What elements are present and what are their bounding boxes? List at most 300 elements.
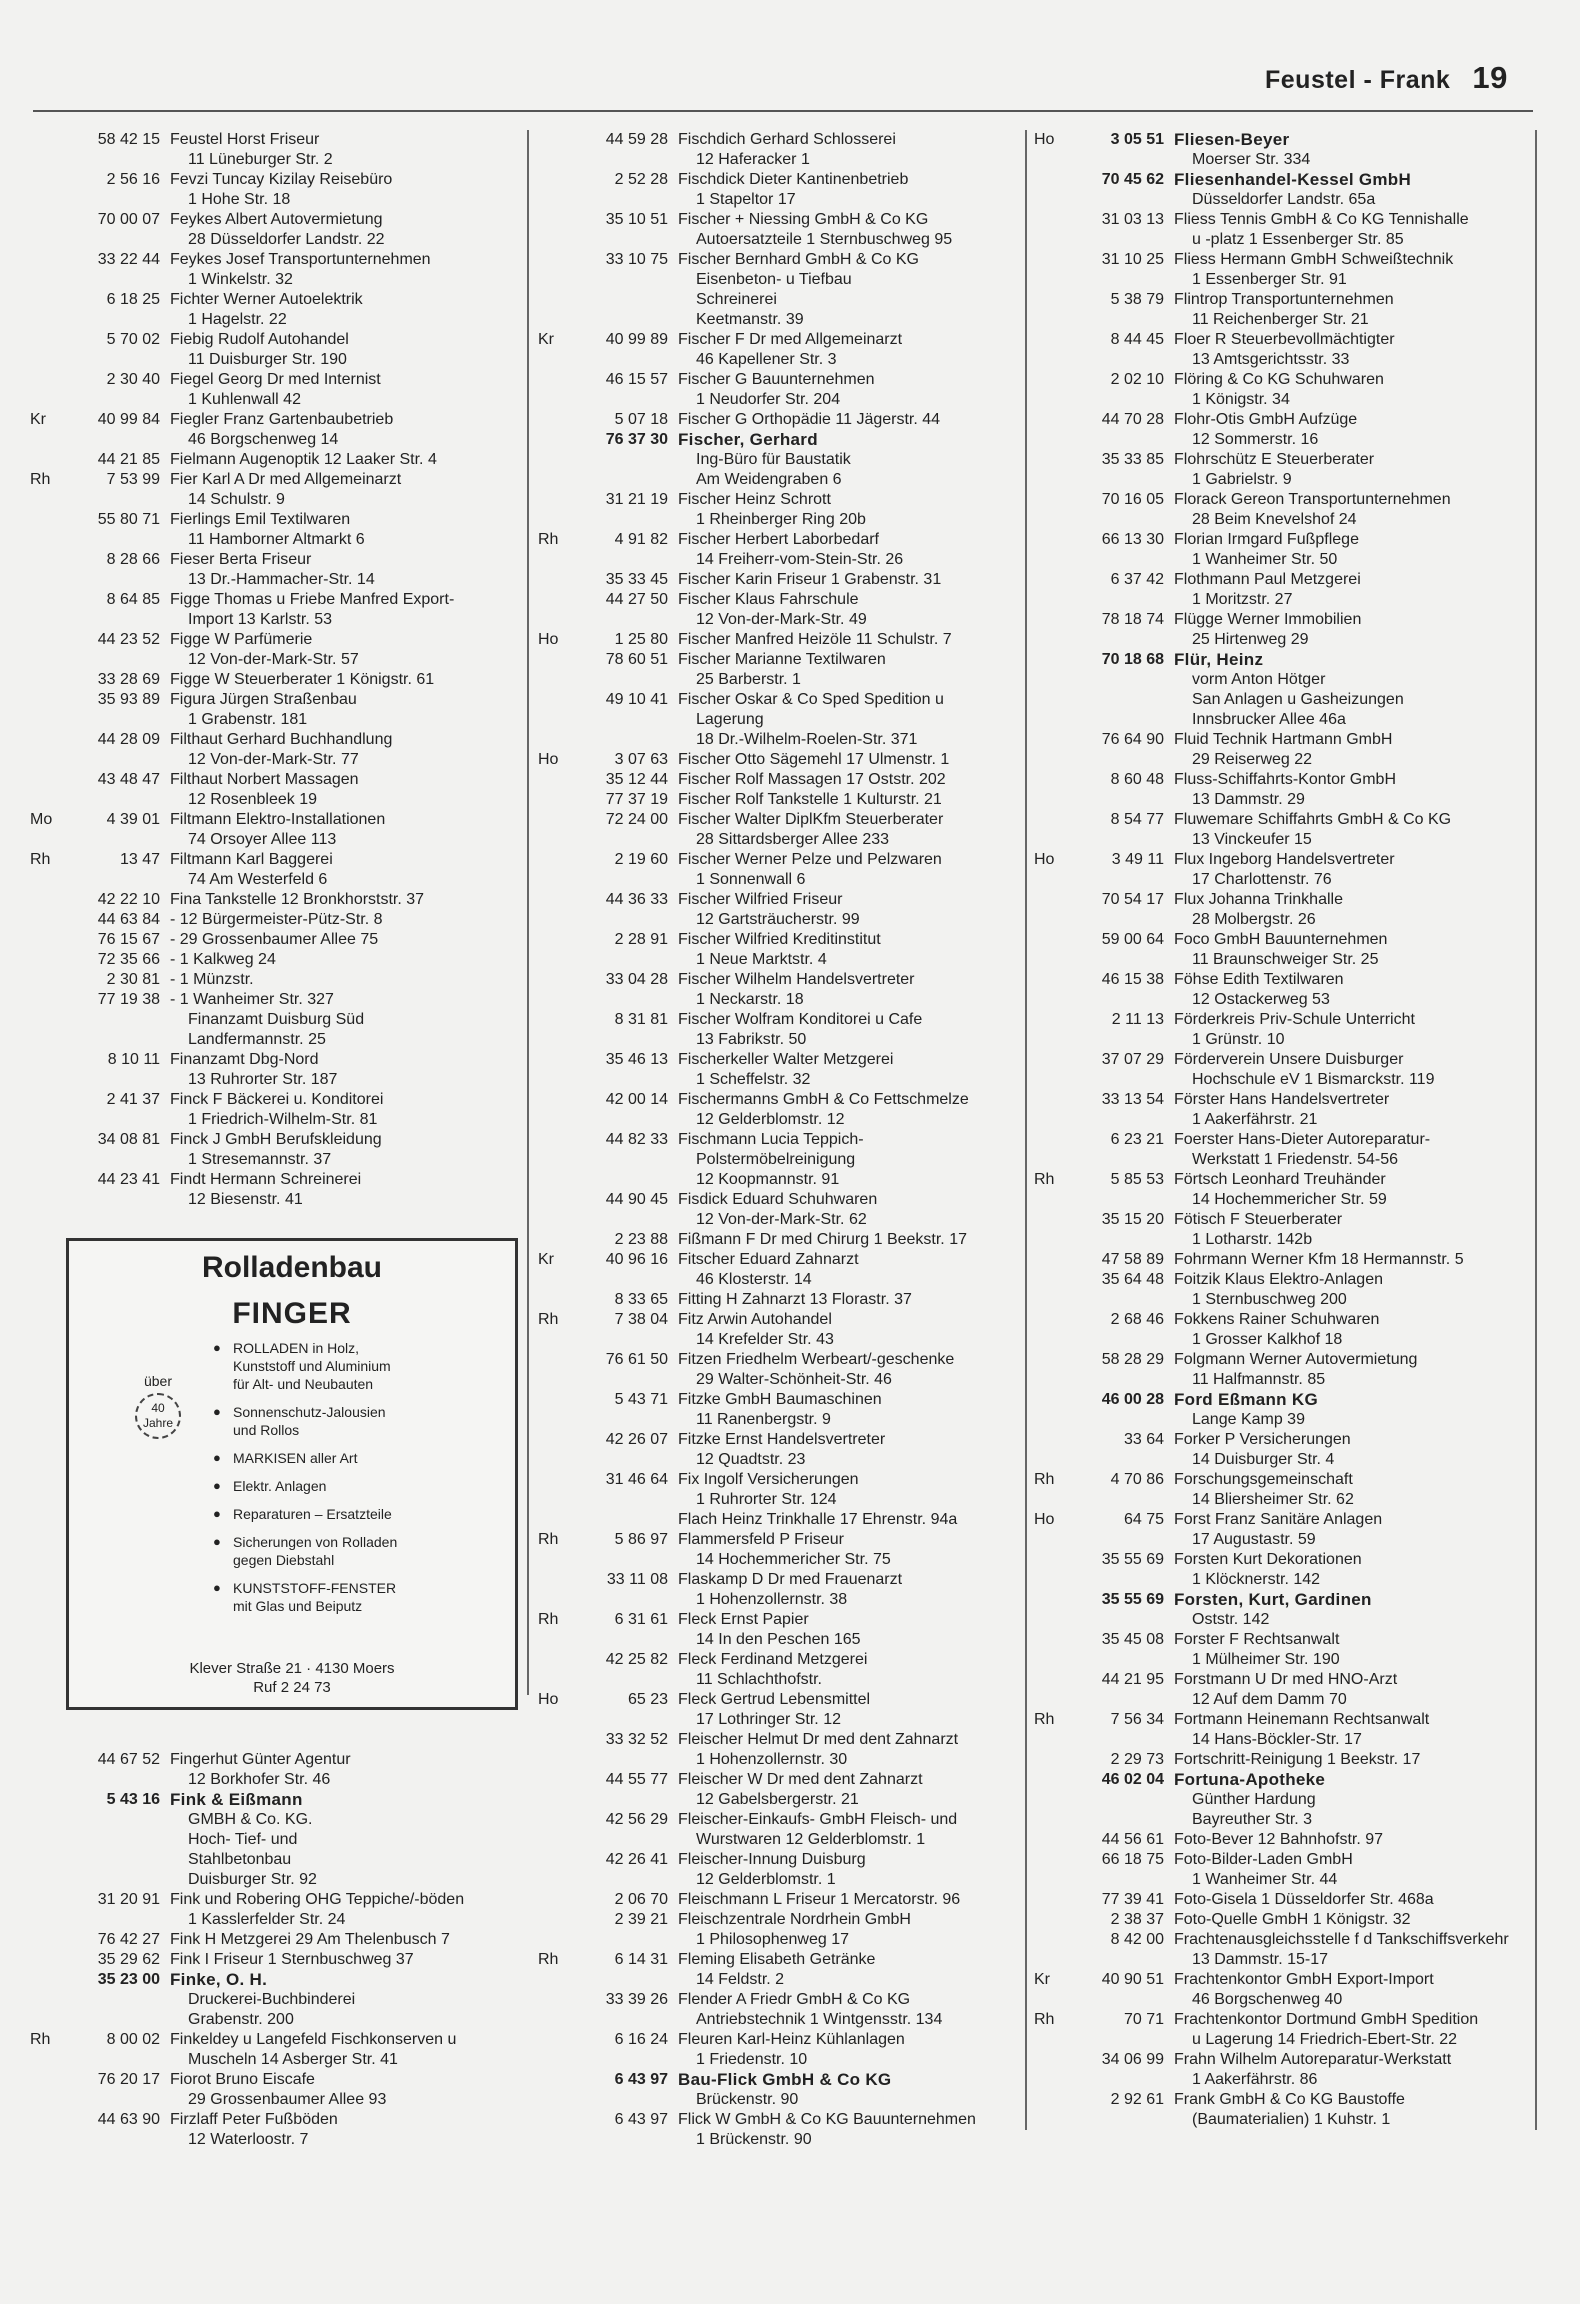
entry-phone: 44 63 84 (97, 911, 160, 928)
entry-name: Fix Ingolf Versicherungen (678, 1471, 859, 1488)
entry-district (538, 1230, 568, 1250)
entry-name: Fleck Ernst Papier (678, 1611, 809, 1628)
entry-phone: 5 70 02 (106, 331, 160, 348)
entry-detail: 17 Lothringer Str. 12 (696, 1711, 841, 1728)
entry-district (30, 370, 60, 410)
entry-detail: 1 Königstr. 34 (1192, 391, 1290, 408)
entry-detail: 13 Fabrikstr. 50 (696, 1031, 807, 1048)
entry-detail: Werkstatt 1 Friedenstr. 54-56 (1192, 1151, 1399, 1168)
entry-name: Flux Ingeborg Handelsvertreter (1174, 851, 1395, 868)
entry-phone: 2 29 73 (1110, 1751, 1164, 1768)
directory-entry (1034, 1510, 1504, 1550)
entry-detail: GMBH & Co. KG. (188, 1811, 313, 1828)
entry-district (30, 970, 60, 990)
directory-entry (538, 1230, 1008, 1250)
entry-phone: 42 26 07 (605, 1431, 668, 1448)
entry-name: Filtmann Elektro-Installationen (170, 811, 386, 828)
entry-phone: 35 29 62 (97, 1951, 160, 1968)
entry-phone: 5 43 16 (106, 1791, 160, 1808)
directory-entry (30, 930, 500, 950)
entry-phone: 3 49 11 (1111, 851, 1164, 868)
entry-name: Forsten Kurt Dekorationen (1174, 1551, 1362, 1568)
entry-district (538, 1470, 568, 1510)
entry-text (1174, 970, 1504, 1010)
entry-phone: 44 36 33 (605, 891, 668, 908)
entry-detail: 46 Klosterstr. 14 (696, 1271, 812, 1288)
entry-text (1174, 1890, 1504, 1910)
entry-name: Fluss-Schiffahrts-Kontor GmbH (1174, 771, 1396, 788)
entry-phone: 70 54 17 (1101, 891, 1164, 908)
directory-entry (30, 590, 500, 630)
directory-entry (30, 510, 500, 550)
entry-name: Fortuna-Apotheke (1174, 1770, 1326, 1789)
entry-text (170, 930, 500, 950)
entry-name: Fleischer W Dr med dent Zahnarzt (678, 1771, 923, 1788)
entry-detail: 13 Dammstr. 15-17 (1192, 1951, 1329, 1968)
entry-name: Fötisch F Steuerberater (1174, 1211, 1343, 1228)
entry-name: Fier Karl A Dr med Allgemeinarzt (170, 471, 402, 488)
entry-district: Rh (538, 1311, 559, 1328)
entry-text (1174, 1910, 1504, 1930)
entry-name: Firzlaff Peter Fußböden (170, 2111, 338, 2128)
entry-text (170, 670, 500, 690)
entry-phone: 59 00 64 (1101, 931, 1164, 948)
entry-phone: 5 86 97 (614, 1531, 668, 1548)
entry-phone: 2 23 88 (614, 1231, 668, 1248)
directory-entry (30, 970, 500, 990)
directory-entry (538, 1310, 1008, 1350)
directory-entry (538, 170, 1008, 210)
entry-detail: 11 Hamborner Altmarkt 6 (188, 531, 365, 548)
entry-text (170, 2030, 500, 2070)
directory-entry (1034, 1630, 1504, 1670)
entry-text (1174, 130, 1504, 170)
entry-text (1174, 1470, 1504, 1510)
directory-entry (1034, 1910, 1504, 1930)
entry-name: Fischer Bernhard GmbH & Co KG (678, 251, 919, 268)
entry-detail: 28 Sittardsberger Allee 233 (696, 831, 890, 848)
entry-text (678, 330, 1008, 370)
entry-phone: 2 92 61 (1110, 2091, 1164, 2108)
directory-entry (30, 2110, 500, 2150)
entry-name: Fischer Werner Pelze und Pelzwaren (678, 851, 942, 868)
entry-detail: Günther Hardung (1192, 1791, 1316, 1808)
entry-phone: 44 67 52 (97, 1751, 160, 1768)
entry-text (678, 1730, 1008, 1770)
entry-text (170, 690, 500, 730)
entry-phone: 44 56 61 (1101, 1831, 1164, 1848)
entry-name: Fiegel Georg Dr med Internist (170, 371, 381, 388)
entry-district (30, 910, 60, 930)
directory-entry (1034, 2050, 1504, 2090)
entry-district (1034, 1750, 1064, 1770)
entry-name: Fischerkeller Walter Metzgerei (678, 1051, 894, 1068)
entry-detail: Innsbrucker Allee 46a (1192, 711, 1346, 728)
entry-text (1174, 570, 1504, 610)
entry-text (678, 1050, 1008, 1090)
entry-detail: Antriebstechnik 1 Wintgensstr. 134 (696, 2011, 943, 2028)
entry-phone: 42 22 10 (97, 891, 160, 908)
entry-detail: 12 Borkhofer Str. 46 (188, 1771, 331, 1788)
entry-detail: Moerser Str. 334 (1192, 151, 1311, 168)
entry-name: Forsten, Kurt, Gardinen (1174, 1590, 1372, 1609)
entry-district: Kr (30, 411, 46, 428)
entry-name: Finanzamt Dbg-Nord (170, 1051, 319, 1068)
entry-district (30, 250, 60, 290)
entry-district (1034, 410, 1064, 450)
entry-district (1034, 1010, 1064, 1050)
entry-detail: Muscheln 14 Asberger Str. 41 (188, 2051, 398, 2068)
entry-district (30, 550, 60, 590)
entry-text (170, 890, 500, 910)
entry-detail: 12 Von-der-Mark-Str. 49 (696, 611, 867, 628)
entry-detail: Schreinerei (696, 291, 777, 308)
directory-entry (538, 630, 1008, 650)
entry-district (538, 810, 568, 850)
entry-text (170, 1170, 500, 1210)
column-divider-2 (1025, 130, 1027, 2130)
entry-detail: 13 Amtsgerichtsstr. 33 (1192, 351, 1350, 368)
entry-district (1034, 1250, 1064, 1270)
directory-entry (30, 2070, 500, 2110)
directory-entry (1034, 1210, 1504, 1250)
entry-detail: 1 Klöcknerstr. 142 (1192, 1571, 1321, 1588)
entry-name: - 29 Grossenbaumer Allee 75 (170, 931, 379, 948)
entry-detail: San Anlagen u Gasheizungen (1192, 691, 1404, 708)
entry-detail: 29 Reiserweg 22 (1192, 751, 1313, 768)
directory-column-1 (30, 130, 500, 1210)
entry-district (1034, 1850, 1064, 1890)
entry-district (538, 1130, 568, 1190)
directory-entry (30, 170, 500, 210)
entry-text (678, 1650, 1008, 1690)
entry-text (170, 910, 500, 930)
entry-phone: 47 58 89 (1101, 1251, 1164, 1268)
directory-entry (538, 1990, 1008, 2030)
directory-column-1-lower (30, 1750, 500, 2150)
directory-entry (1034, 1250, 1504, 1270)
entry-detail: Stahlbetonbau (188, 1851, 292, 1868)
entry-text (1174, 810, 1504, 850)
entry-name: Foto-Bever 12 Bahnhofstr. 97 (1174, 1831, 1384, 1848)
entry-phone: 2 39 21 (614, 1911, 668, 1928)
directory-entry (1034, 1350, 1504, 1390)
entry-detail: 12 Gabelsbergerstr. 21 (696, 1791, 859, 1808)
entry-name: Fischer G Orthopädie 11 Jägerstr. 44 (678, 411, 941, 428)
entry-detail: 1 Essenberger Str. 91 (1192, 271, 1347, 288)
entry-name: Fischer Rolf Tankstelle 1 Kulturstr. 21 (678, 791, 942, 808)
directory-entry (1034, 1590, 1504, 1630)
directory-entry (538, 1350, 1008, 1390)
entry-text (170, 410, 500, 450)
entry-phone: 2 11 13 (1111, 1011, 1164, 1028)
entry-text (678, 2030, 1008, 2070)
directory-entry (30, 450, 500, 470)
entry-text (678, 970, 1008, 1010)
directory-entry (538, 2070, 1008, 2110)
entry-district (1034, 650, 1064, 730)
entry-district (538, 1770, 568, 1810)
entry-name: Findt Hermann Schreinerei (170, 1171, 362, 1188)
directory-entry (30, 330, 500, 370)
entry-district (30, 170, 60, 210)
directory-entry (1034, 530, 1504, 570)
entry-phone: 37 07 29 (1101, 1051, 1164, 1068)
entry-text (1174, 650, 1504, 730)
directory-entry (538, 590, 1008, 630)
entry-name: Fliesenhandel-Kessel GmbH (1174, 170, 1412, 189)
entry-phone: 46 00 28 (1101, 1391, 1164, 1408)
entry-detail: 14 Feldstr. 2 (696, 1971, 785, 1988)
entry-name: Florack Gereon Transportunternehmen (1174, 491, 1451, 508)
entry-detail: 12 Von-der-Mark-Str. 57 (188, 651, 359, 668)
directory-entry (30, 690, 500, 730)
ad-item: ● Elektr. Anlagen (213, 1477, 397, 1495)
entry-text (170, 1970, 500, 2030)
entry-phone: 2 56 16 (106, 171, 160, 188)
entry-detail: 1 Hohenzollernstr. 30 (696, 1751, 848, 1768)
entry-phone: 33 64 (1123, 1431, 1164, 1448)
entry-phone: 65 23 (627, 1691, 668, 1708)
directory-entry (1034, 930, 1504, 970)
entry-text (1174, 770, 1504, 810)
entry-name: Fichter Werner Autoelektrik (170, 291, 363, 308)
entry-name: Feykes Albert Autovermietung (170, 211, 383, 228)
entry-district (30, 930, 60, 950)
directory-entry (1034, 1050, 1504, 1090)
entry-detail: Polstermöbelreinigung (696, 1151, 856, 1168)
entry-name: Fischer + Niessing GmbH & Co KG (678, 211, 929, 228)
entry-name: Fischer Herbert Laborbedarf (678, 531, 879, 548)
entry-text (678, 1610, 1008, 1650)
entry-detail: 29 Grossenbaumer Allee 93 (188, 2091, 387, 2108)
ad-item: ● MARKISEN aller Art (213, 1449, 397, 1467)
entry-phone: 13 47 (119, 851, 160, 868)
entry-phone: 76 61 50 (605, 1351, 668, 1368)
directory-entry (1034, 1550, 1504, 1590)
entry-name: Fink H Metzgerei 29 Am Thelenbusch 7 (170, 1931, 450, 1948)
entry-phone: 40 99 84 (97, 411, 160, 428)
entry-name: Fieser Berta Friseur (170, 551, 312, 568)
entry-detail: 12 Koopmannstr. 91 (696, 1171, 840, 1188)
entry-detail: 1 Wanheimer Str. 50 (1192, 551, 1338, 568)
ad-item: ● KUNSTSTOFF-FENSTER mit Glas und Beiputz (213, 1579, 397, 1615)
entry-phone: 46 15 38 (1101, 971, 1164, 988)
entry-name: - 1 Münzstr. (170, 971, 254, 988)
entry-district (1034, 810, 1064, 850)
entry-phone: 5 43 71 (614, 1391, 668, 1408)
entry-detail: Grabenstr. 200 (188, 2011, 294, 2028)
entry-detail: 46 Borgschenweg 40 (1192, 1991, 1343, 2008)
entry-name: Foto-Quelle GmbH 1 Königstr. 32 (1174, 1911, 1411, 1928)
entry-detail: 11 Schlachthofstr. (696, 1671, 822, 1688)
entry-district (538, 430, 568, 490)
entry-district (1034, 1350, 1064, 1390)
entry-name: Fischer Heinz Schrott (678, 491, 831, 508)
entry-name: Foco GmbH Bauunternehmen (1174, 931, 1388, 948)
entry-detail: 1 Neckarstr. 18 (696, 991, 804, 1008)
entry-text (678, 570, 1008, 590)
entry-name: - 12 Bürgermeister-Pütz-Str. 8 (170, 911, 383, 928)
entry-phone: 35 10 51 (605, 211, 668, 228)
entry-detail: 14 Schulstr. 9 (188, 491, 285, 508)
entry-name: Flux Johanna Trinkhalle (1174, 891, 1343, 908)
entry-detail: 12 Rosenbleek 19 (188, 791, 317, 808)
entry-name: Fisdick Eduard Schuhwaren (678, 1191, 878, 1208)
entry-detail: Lange Kamp 39 (1192, 1411, 1305, 1428)
entry-detail: 14 Bliersheimer Str. 62 (1192, 1491, 1354, 1508)
entry-district (1034, 450, 1064, 490)
entry-phone: 44 90 45 (605, 1191, 668, 1208)
entry-phone: 6 14 31 (614, 1951, 668, 1968)
entry-detail: 46 Kapellener Str. 3 (696, 351, 837, 368)
entry-district (1034, 1310, 1064, 1350)
entry-detail: Brückenstr. 90 (696, 2091, 799, 2108)
entry-detail: 1 Brückenstr. 90 (696, 2131, 812, 2148)
directory-entry (1034, 370, 1504, 410)
directory-entry (1034, 450, 1504, 490)
entry-phone: 66 13 30 (1101, 531, 1164, 548)
ad-address: Klever Straße 21 · 4130 Moers (189, 1660, 395, 1677)
entry-district (1034, 1050, 1064, 1090)
entry-name: Fluid Technik Hartmann GmbH (1174, 731, 1393, 748)
entry-text (1174, 1670, 1504, 1710)
entry-detail: 1 Sternbuschweg 200 (1192, 1291, 1347, 1308)
entry-district (1034, 1830, 1064, 1850)
entry-district (538, 2110, 568, 2150)
entry-phone: 42 25 82 (605, 1651, 668, 1668)
entry-text (678, 1130, 1008, 1190)
entry-district (30, 1050, 60, 1090)
entry-detail: Oststr. 142 (1192, 1611, 1270, 1628)
entry-name: Floer R Steuerbevollmächtigter (1174, 331, 1395, 348)
entry-name: Fitzen Friedhelm Werbeart/-geschenke (678, 1351, 955, 1368)
entry-phone: 42 26 41 (605, 1851, 668, 1868)
entry-phone: 77 39 41 (1101, 1891, 1164, 1908)
entry-phone: 72 24 00 (605, 811, 668, 828)
entry-text (678, 1570, 1008, 1610)
directory-entry (1034, 970, 1504, 1010)
entry-detail: 1 Kuhlenwall 42 (188, 391, 301, 408)
entry-district (30, 730, 60, 770)
entry-detail: 1 Friedenstr. 10 (696, 2051, 808, 2068)
entry-detail: Ing-Büro für Baustatik (696, 451, 851, 468)
entry-detail: vorm Anton Hötger (1192, 671, 1326, 688)
entry-phone: 6 43 97 (614, 2111, 668, 2128)
entry-text (678, 1310, 1008, 1350)
entry-detail: Bayreuther Str. 3 (1192, 1811, 1313, 1828)
entry-phone: 31 21 19 (605, 491, 668, 508)
entry-name: Fischermanns GmbH & Co Fettschmelze (678, 1091, 969, 1108)
directory-entry (538, 650, 1008, 690)
entry-text (678, 1910, 1008, 1950)
entry-district: Rh (538, 1951, 559, 1968)
ad-seal-num: 40 (151, 1401, 165, 1415)
entry-text (678, 2110, 1008, 2150)
entry-text (1174, 1130, 1504, 1170)
entry-district (30, 130, 60, 170)
entry-text (1174, 1390, 1504, 1430)
entry-text (170, 130, 500, 170)
entry-detail: 17 Augustastr. 59 (1192, 1531, 1316, 1548)
entry-name: Fischer Klaus Fahrschule (678, 591, 859, 608)
entry-district (30, 670, 60, 690)
entry-phone: 3 07 63 (614, 751, 668, 768)
entry-name: Foto-Bilder-Laden GmbH (1174, 1851, 1353, 1868)
entry-detail: 11 Halfmannstr. 85 (1192, 1371, 1326, 1388)
directory-entry (538, 530, 1008, 570)
entry-name: Fokkens Rainer Schuhwaren (1174, 1311, 1380, 1328)
entry-district (538, 250, 568, 330)
entry-name: Frank GmbH & Co KG Baustoffe (1174, 2091, 1405, 2108)
ad-seal-word: Jahre (142, 1416, 174, 1430)
entry-name: Fitz Arwin Autohandel (678, 1311, 832, 1328)
entry-district: Ho (1034, 131, 1055, 148)
column-divider-1 (527, 130, 529, 1695)
directory-entry (538, 1130, 1008, 1190)
entry-detail: 1 Sonnenwall 6 (696, 871, 806, 888)
directory-entry (1034, 2010, 1504, 2050)
entry-phone: 44 70 28 (1101, 411, 1164, 428)
directory-entry (538, 890, 1008, 930)
directory-entry (30, 370, 500, 410)
entry-text (1174, 1710, 1504, 1750)
entry-name: Flach Heinz Trinkhalle 17 Ehrenstr. 94a (678, 1511, 958, 1528)
entry-detail: 14 In den Peschen 165 (696, 1631, 861, 1648)
entry-name: - 1 Kalkweg 24 (170, 951, 276, 968)
entry-detail: 1 Scheffelstr. 32 (696, 1071, 811, 1088)
directory-entry (1034, 730, 1504, 770)
entry-district (30, 630, 60, 670)
entry-name: Foitzik Klaus Elektro-Anlagen (1174, 1271, 1383, 1288)
entry-name: Finkeldey u Langefeld Fischkonserven u (170, 2031, 457, 2048)
entry-text (170, 2070, 500, 2110)
entry-text (678, 1290, 1008, 1310)
directory-entry (1034, 290, 1504, 330)
entry-name: Fischer Otto Sägemehl 17 Ulmenstr. 1 (678, 751, 950, 768)
entry-detail: 1 Aakerfährstr. 21 (1192, 1111, 1318, 1128)
entry-name: Fleischer Helmut Dr med dent Zahnarzt (678, 1731, 959, 1748)
entry-district (538, 1650, 568, 1690)
entry-phone: 35 45 08 (1101, 1631, 1164, 1648)
entry-text (170, 630, 500, 670)
entry-name: Fischer G Bauunternehmen (678, 371, 875, 388)
entry-phone: 7 53 99 (106, 471, 160, 488)
entry-district (538, 1910, 568, 1950)
entry-name: Fischer Wolfram Konditorei u Cafe (678, 1011, 923, 1028)
directory-entry (538, 1650, 1008, 1690)
directory-entry (538, 1090, 1008, 1130)
entry-text (678, 690, 1008, 750)
directory-entry (30, 1890, 500, 1930)
entry-district: Rh (538, 1531, 559, 1548)
entry-district (538, 1350, 568, 1390)
directory-entry (1034, 1890, 1504, 1910)
entry-text (170, 2110, 500, 2150)
directory-entry (538, 1770, 1008, 1810)
entry-phone: 35 64 48 (1101, 1271, 1164, 1288)
entry-name: Fischer F Dr med Allgemeinarzt (678, 331, 903, 348)
entry-detail: 74 Orsoyer Allee 113 (188, 831, 337, 848)
entry-name: Folgmann Werner Autovermietung (1174, 1351, 1418, 1368)
entry-phone: 4 91 82 (614, 531, 668, 548)
entry-text (1174, 1850, 1504, 1890)
entry-district (538, 1890, 568, 1910)
entry-name: Fischdich Gerhard Schlosserei (678, 131, 896, 148)
directory-entry (30, 290, 500, 330)
entry-phone: 8 31 81 (614, 1011, 668, 1028)
directory-entry (538, 1610, 1008, 1650)
